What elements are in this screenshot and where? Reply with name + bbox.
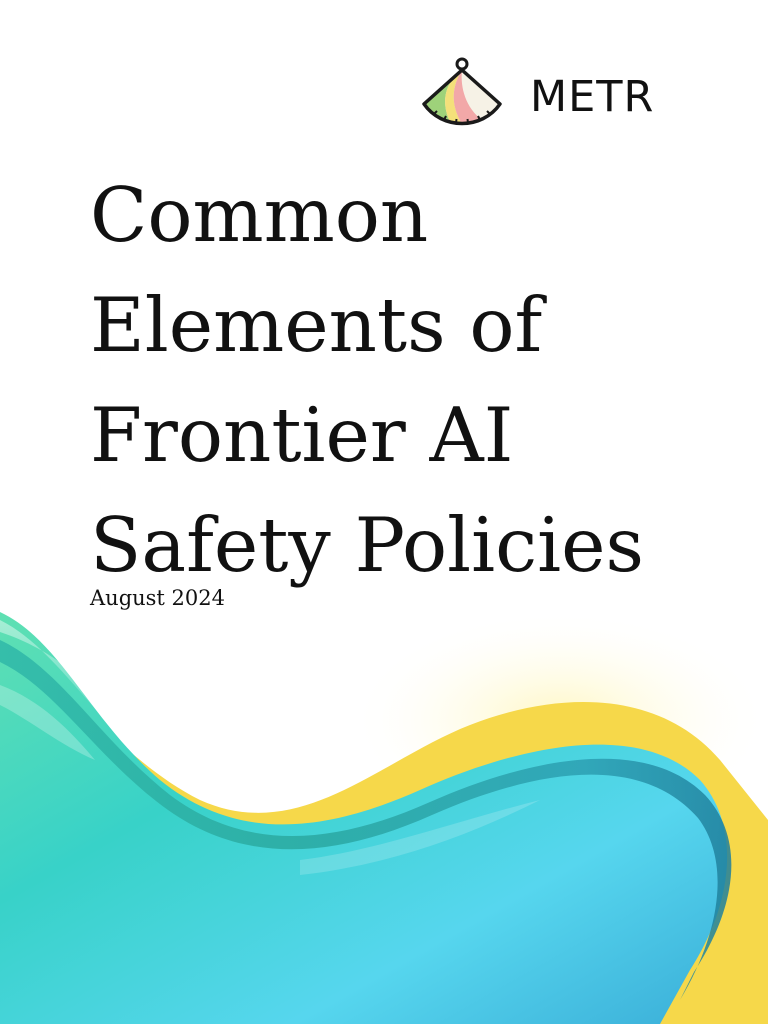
title-line: Common <box>90 171 429 259</box>
title-line: Safety Policies <box>90 501 645 589</box>
metr-logo-icon <box>416 52 508 136</box>
title-line: Frontier AI <box>90 391 514 479</box>
title-line: Elements of <box>90 281 543 369</box>
metr-logo <box>416 52 678 136</box>
publication-date: August 2024 <box>90 586 225 610</box>
document-title <box>90 160 730 600</box>
brand-name: METR <box>530 72 655 122</box>
